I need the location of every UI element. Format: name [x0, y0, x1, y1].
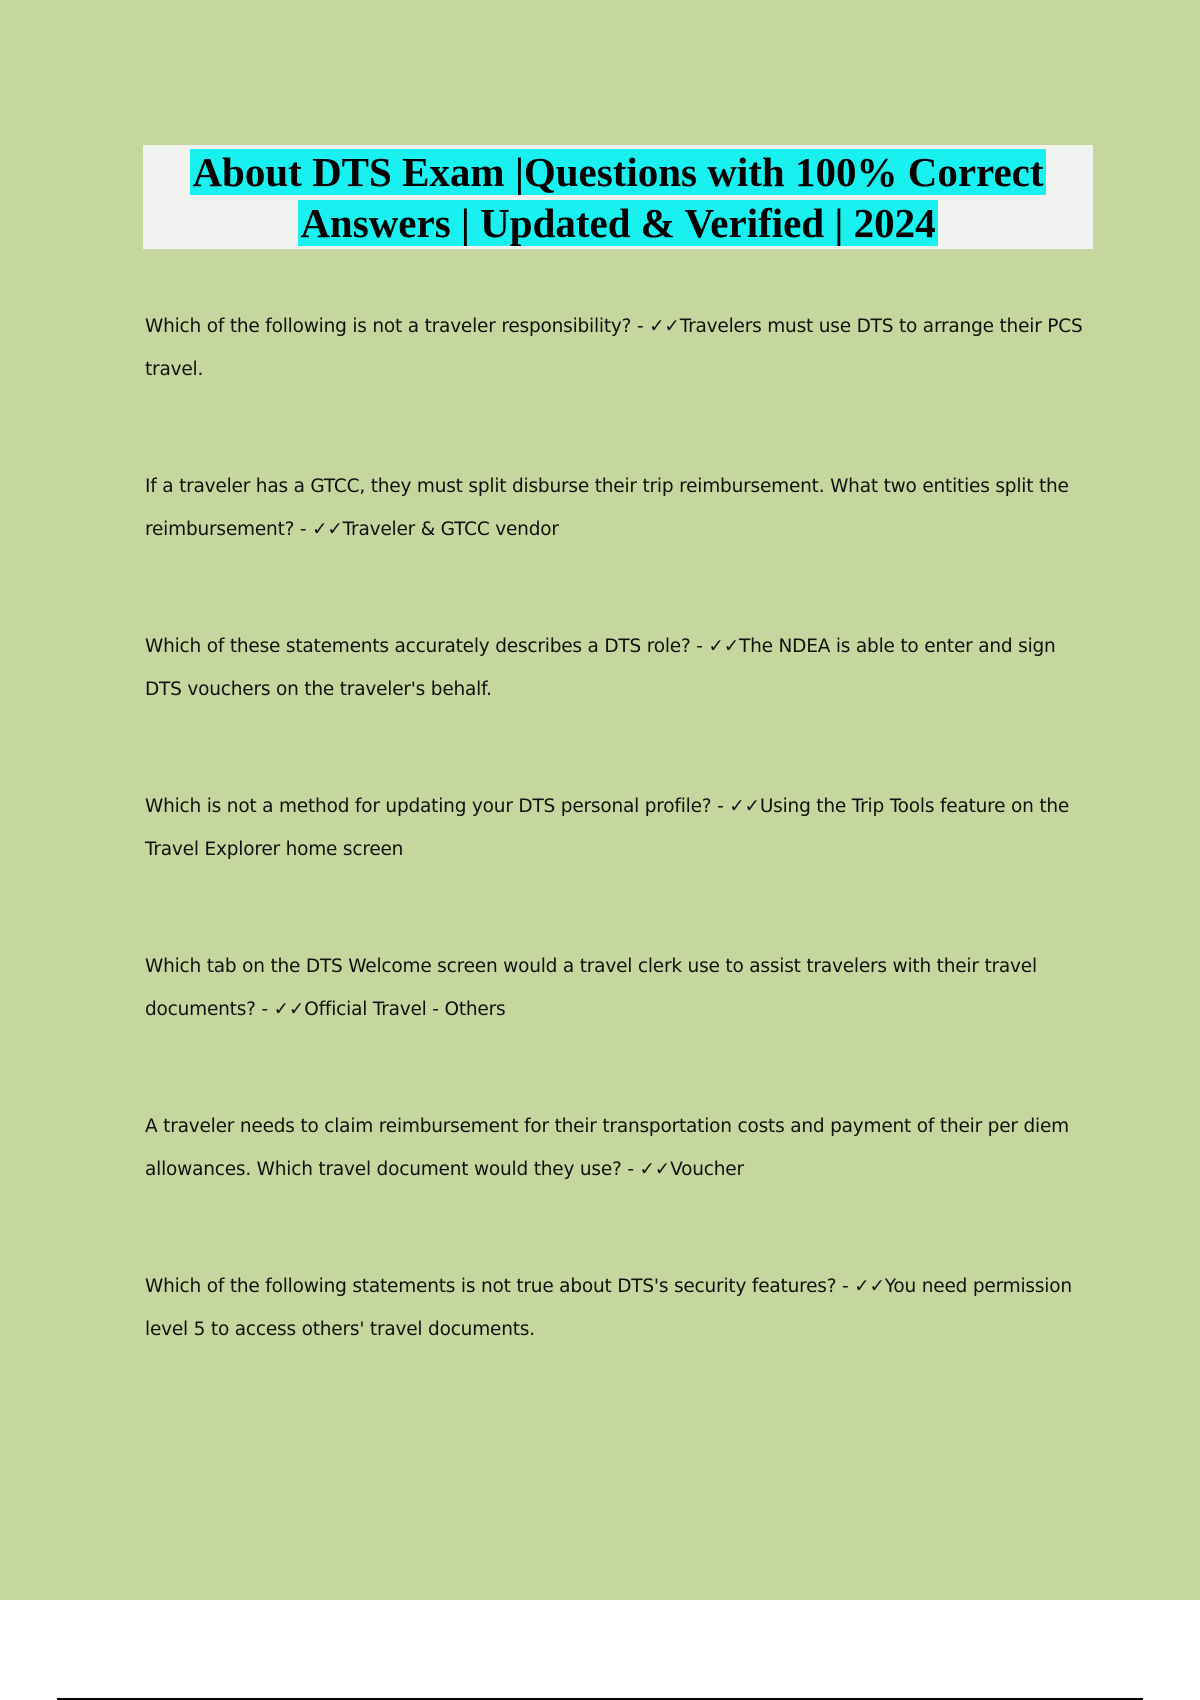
qa-item-5: Which tab on the DTS Welcome screen would a travel clerk use to assist travelers with their travel documents? - ✓✓Official Travel - Others [145, 956, 1037, 1020]
title-box [143, 145, 1093, 249]
qa-item-7: Which of the following statements is not true about DTS's security features? - ✓✓You need permission level 5 to access others' travel documents. [145, 1276, 1072, 1340]
qa-item-4: Which is not a method for updating your DTS personal profile? - ✓✓Using the Trip Tools feature on the Travel Explorer home screen [145, 796, 1070, 860]
qa-item-1: Which of the following is not a traveler responsibility? - ✓✓Travelers must use DTS to arrange their PCS travel. [145, 316, 1083, 380]
title-line-1: About DTS Exam |Questions with 100% Correct [192, 149, 1044, 195]
qa-item-2: If a traveler has a GTCC, they must split disburse their trip reimbursement. What two entities split the reimbursement? - ✓✓Traveler & GTCC vendor [145, 476, 1069, 540]
title-line-2: Answers | Updated & Verified | 2024 [300, 200, 936, 246]
qa-item-3: Which of these statements accurately describes a DTS role? - ✓✓The NDEA is able to enter and sign DTS vouchers on the traveler's behalf. [145, 636, 1056, 700]
qa-item-6: A traveler needs to claim reimbursement for their transportation costs and payment of their per diem allowances. Which travel document would they use? - ✓✓Voucher [145, 1116, 1069, 1180]
qa-list [145, 305, 1095, 1425]
